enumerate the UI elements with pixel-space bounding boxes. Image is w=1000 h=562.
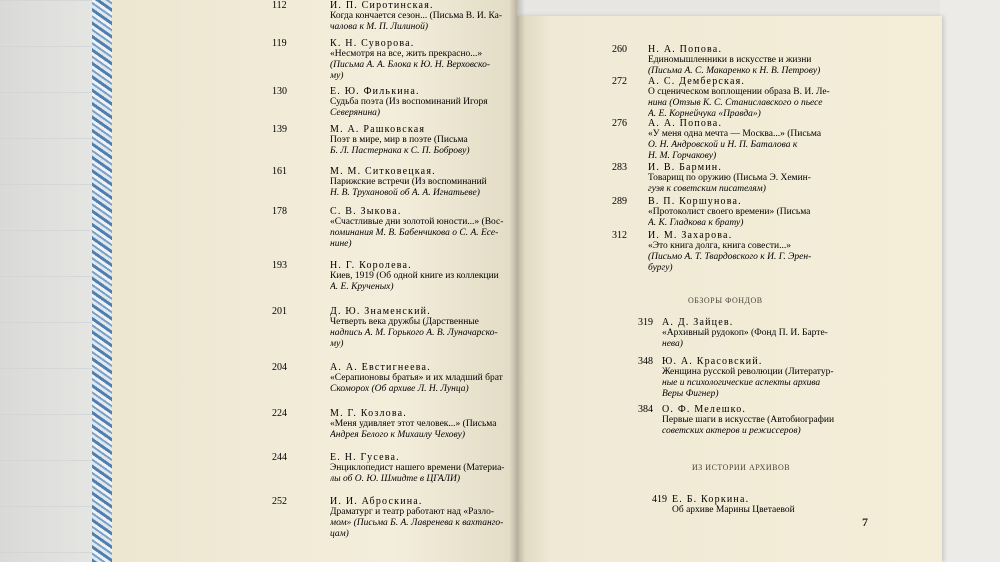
entry-title-line: «У меня одна мечта — Москва...» (Письма	[648, 129, 822, 139]
toc-entry	[330, 306, 510, 350]
entry-page-number: 193	[272, 260, 287, 271]
entry-author: М. М. Ситковецкая.	[330, 166, 436, 177]
toc-entry	[330, 124, 510, 157]
entry-page-number: 130	[272, 86, 287, 97]
entry-author: В. П. Коршунова.	[648, 196, 742, 207]
entry-page-number: 119	[272, 38, 287, 49]
entry-title-line: чалова к М. П. Лилиной)	[330, 22, 429, 32]
entry-page-number: 312	[612, 230, 627, 241]
toc-entry	[672, 494, 862, 516]
section-heading-history: ИЗ ИСТОРИИ АРХИВОВ	[692, 463, 791, 472]
entry-title-line: «Архивный рудокоп» (Фонд П. И. Барте-	[662, 328, 828, 338]
entry-title-line: А. Е. Крученых)	[330, 282, 394, 292]
toc-entry	[662, 404, 857, 437]
entry-author: И. М. Захарова.	[648, 230, 733, 241]
entry-page-number: 204	[272, 362, 287, 373]
entry-title-line: цам)	[330, 529, 349, 539]
entry-page-number: 283	[612, 162, 627, 173]
entry-title-line: Северянина)	[330, 108, 381, 118]
entry-title-line: Драматург и театр работают над «Разло-	[330, 507, 495, 517]
toc-entry	[330, 206, 510, 250]
entry-author: Е. Н. Гусева.	[330, 452, 400, 463]
entry-page-number: 276	[612, 118, 627, 129]
entry-author: С. В. Зыкова.	[330, 206, 402, 217]
entry-title-line: Н. В. Трухановой об А. А. Игнатьеве)	[330, 188, 480, 198]
entry-page-number: 161	[272, 166, 287, 177]
entry-title-line: гуэя к советским писателям)	[648, 184, 766, 194]
entry-title-line: нева)	[662, 339, 683, 349]
entry-title-line: «Несмотря на все, жить прекрасно...»	[330, 49, 483, 59]
entry-title-line: «Серапионовы братья» и их младший брат	[330, 373, 503, 383]
toc-entry	[662, 356, 857, 400]
entry-title-line: Судьба поэта (Из воспоминаний Игоря	[330, 97, 488, 107]
toc-entry	[330, 408, 510, 441]
entry-title-line: «Это книга долга, книга совести...»	[648, 241, 791, 251]
background-desk-right	[940, 0, 1000, 562]
entry-title-line: О. Н. Андровской и Н. П. Баталова к	[648, 140, 798, 150]
toc-entry	[330, 166, 510, 199]
toc-entry	[648, 162, 848, 195]
entry-author: М. А. Рашковская	[330, 124, 426, 135]
entry-title-line: Б. Л. Пастернака к С. П. Боброву)	[330, 146, 470, 156]
entry-author: А. Д. Зайцев.	[662, 317, 734, 328]
toc-entry	[648, 118, 848, 162]
entry-page-number: 289	[612, 196, 627, 207]
entry-title-line: нина (Отзыв К. С. Станиславского о пьесе	[648, 98, 823, 108]
entry-author: И. П. Сиротинская.	[330, 0, 434, 11]
entry-page-number: 348	[638, 356, 653, 367]
toc-entry	[330, 0, 510, 33]
entry-title-line: А. К. Гладкова к брату)	[648, 218, 744, 228]
section-heading-fonds: ОБЗОРЫ ФОНДОВ	[688, 296, 763, 305]
entry-title-line: му)	[330, 339, 344, 349]
entry-title-line: бургу)	[648, 263, 673, 273]
toc-entry	[330, 452, 510, 485]
entry-title-line: Единомышленники в искусстве и жизни	[648, 55, 812, 65]
entry-title-line: Когда кончается сезон... (Письма В. И. Ка-	[330, 11, 503, 21]
entry-title-line: Товарищ по оружию (Письма Э. Хемин-	[648, 173, 811, 183]
entry-author: И. И. Аброскина.	[330, 496, 423, 507]
entry-page-number: 224	[272, 408, 287, 419]
entry-page-number: 252	[272, 496, 287, 507]
entry-page-number: 384	[638, 404, 653, 415]
entry-title-line: Женщина русской революции (Литератур-	[662, 367, 834, 377]
entry-title-line: А. Е. Корнейчука «Правда»)	[648, 109, 761, 119]
entry-title-line: Поэт в мире, мир в поэте (Письма	[330, 135, 468, 145]
toc-entry	[330, 496, 510, 540]
entry-author: Н. Г. Королева.	[330, 260, 412, 271]
entry-title-line: О сценическом воплощении образа В. И. Ле-	[648, 87, 830, 97]
entry-page-number: 244	[272, 452, 287, 463]
entry-title-line: поминания М. В. Бабенчикова о С. А. Есе-	[330, 228, 499, 238]
entry-author: Е. Ю. Филькина.	[330, 86, 420, 97]
toc-entry	[662, 317, 857, 350]
entry-author: К. Н. Суворова.	[330, 38, 415, 49]
entry-page-number: 272	[612, 76, 627, 87]
toc-entry	[648, 76, 848, 120]
entry-page-number: 260	[612, 44, 627, 55]
entry-page-number: 178	[272, 206, 287, 217]
entry-title-line: ные и психологические аспекты архива	[662, 378, 821, 388]
page-number: 7	[862, 515, 868, 529]
entry-title-line: мом» (Письма Б. А. Лавренева к вахтанго-	[330, 518, 504, 528]
entry-author: А. А. Попова.	[648, 118, 723, 129]
entry-author: Ю. А. Красовский.	[662, 356, 763, 367]
toc-entry	[330, 260, 510, 293]
entry-title-line: му)	[330, 71, 344, 81]
toc-entry	[648, 196, 848, 229]
entry-page-number: 139	[272, 124, 287, 135]
entry-title-line: советских актеров и режиссеров)	[662, 426, 801, 436]
entry-title-line: «Счастливые дни золотой юности...» (Вос-	[330, 217, 504, 227]
toc-entry	[330, 38, 510, 82]
toc-entry	[648, 230, 848, 274]
entry-author: Е. Б. Коркина.	[672, 494, 750, 505]
entry-title-line: надпись А. М. Горького А. В. Луначарско-	[330, 328, 498, 338]
entry-title-line: Парижские встречи (Из воспоминаний	[330, 177, 487, 187]
entry-title-line: (Письма А. А. Блока к Ю. Н. Верховско-	[330, 60, 491, 70]
entry-title-line: (Письмо А. Т. Твардовского к И. Г. Эрен-	[648, 252, 812, 262]
entry-title-line: «Меня удивляет этот человек...» (Письма	[330, 419, 497, 429]
entry-page-number: 319	[638, 317, 653, 328]
entry-title-line: Четверть века дружбы (Дарственные	[330, 317, 479, 327]
entry-title-line: Скоморох (Об архиве Л. Н. Лунца)	[330, 384, 469, 394]
entry-author: Д. Ю. Знаменский.	[330, 306, 431, 317]
entry-page-number: 201	[272, 306, 287, 317]
entry-author: М. Г. Козлова.	[330, 408, 407, 419]
toc-entry	[648, 44, 848, 77]
entry-page-number: 419	[652, 494, 667, 505]
entry-title-line: Об архиве Марины Цветаевой	[672, 505, 795, 515]
entry-title-line: лы об О. Ю. Шмидте в ЦГАЛИ)	[330, 474, 460, 484]
entry-title-line: Веры Фигнер)	[662, 389, 719, 399]
entry-title-line: «Протоколист своего времени» (Письма	[648, 207, 811, 217]
entry-page-number: 112	[272, 0, 287, 11]
toc-entry	[330, 86, 510, 119]
entry-author: А. С. Демберская.	[648, 76, 746, 87]
entry-author: О. Ф. Мелешко.	[662, 404, 747, 415]
toc-entry	[330, 362, 510, 395]
entry-author: Н. А. Попова.	[648, 44, 723, 55]
entry-title-line: нине)	[330, 239, 352, 249]
entry-title-line: Первые шаги в искусстве (Автобиографии	[662, 415, 835, 425]
entry-title-line: Н. М. Горчакову)	[648, 151, 717, 161]
entry-author: А. А. Евстигнеева.	[330, 362, 431, 373]
entry-title-line: Энциклопедист нашего времени (Материа-	[330, 463, 505, 473]
entry-author: И. В. Бармин.	[648, 162, 723, 173]
entry-title-line: Андрея Белого к Михаилу Чехову)	[330, 430, 466, 440]
entry-title-line: Киев, 1919 (Об одной книге из коллекции	[330, 271, 499, 281]
entry-title-line: (Письма А. С. Макаренко к Н. В. Петрову)	[648, 66, 821, 76]
background-grid	[0, 0, 100, 562]
book-spine	[509, 0, 525, 562]
